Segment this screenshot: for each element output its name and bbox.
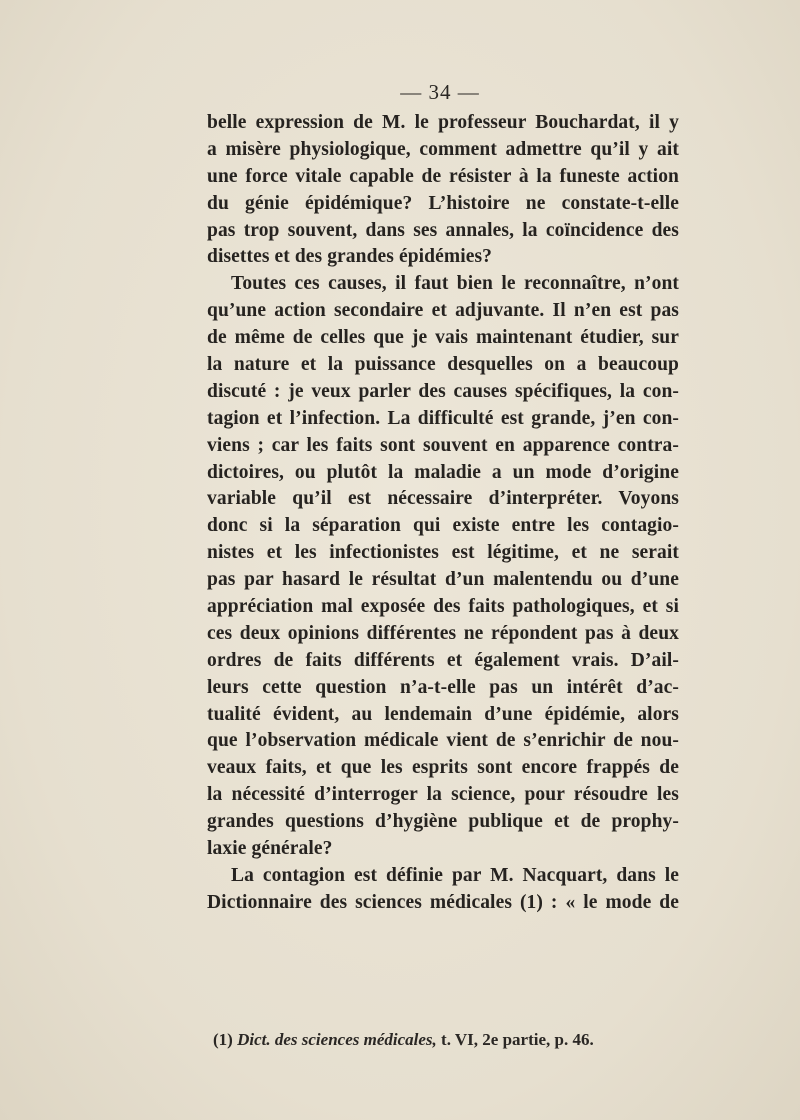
text-line: laxie générale?: [207, 838, 333, 860]
text-line: Toutes ces causes, il faut bien le reconnaître, n’ont: [231, 273, 679, 295]
footnote-reference: t. VI, 2e partie, p. 46.: [441, 1030, 594, 1049]
text-line: belle expression de M. le professeur Bouchardat, il y: [207, 112, 679, 133]
text-line: leurs cette question n’a-t-elle pas un intérêt d’ac-: [207, 676, 679, 698]
text-line: ordres de faits différents et également vrais. D’ail-: [207, 649, 679, 671]
text-line: du génie épidémique? L’histoire ne constate-t-elle: [207, 192, 679, 214]
text-line: grandes questions d’hygiène publique et de prophy-: [207, 811, 679, 833]
text-line: nistes et les infectionistes est légitime, et ne serait: [207, 542, 679, 564]
text-line: de même de celles que je vais maintenant étudier, sur: [207, 327, 679, 349]
text-line: discuté : je veux parler des causes spécifiques, la con-: [207, 380, 679, 402]
text-line: la nécessité d’interroger la science, pour résoudre les: [207, 784, 679, 806]
text-line: Dictionnaire des sciences médicales (1) : « le mode de: [207, 891, 679, 913]
body-text: [207, 110, 679, 917]
footnote-marker: (1): [213, 1030, 233, 1049]
text-line: disettes et des grandes épidémies?: [207, 246, 493, 268]
text-line: ces deux opinions différentes ne répondent pas à deux: [207, 622, 679, 644]
text-line: a misère physiologique, comment admettre qu’il y ait: [207, 138, 679, 160]
text-line: pas par hasard le résultat d’un malentendu ou d’une: [207, 569, 679, 591]
text-line: La contagion est définie par M. Nacquart, dans le: [231, 864, 679, 886]
text-line: pas trop souvent, dans ses annales, la coïncidence des: [207, 219, 679, 241]
text-line: une force vitale capable de résister à la funeste action: [207, 165, 679, 187]
footnote-title: Dict. des sciences médicales,: [237, 1030, 437, 1049]
text-line: veaux faits, et que les esprits sont encore frappés de: [207, 757, 679, 779]
text-line: dictoires, ou plutôt la maladie a un mode d’origine: [207, 461, 679, 483]
text-line: viens ; car les faits sont souvent en apparence contra-: [207, 434, 679, 456]
text-line: la nature et la puissance desquelles on a beaucoup: [207, 354, 679, 376]
text-line: qu’une action secondaire et adjuvante. Il n’en est pas: [207, 300, 679, 322]
text-line: donc si la séparation qui existe entre les contagio-: [207, 515, 679, 537]
text-line: variable qu’il est nécessaire d’interpréter. Voyons: [207, 488, 679, 510]
text-line: que l’observation médicale vient de s’enrichir de nou-: [207, 730, 679, 752]
text-line: appréciation mal exposée des faits pathologiques, et si: [207, 596, 679, 618]
page-number: — 34 —: [400, 80, 480, 104]
text-line: tagion et l’infection. La difficulté est grande, j’en con-: [207, 407, 679, 429]
text-line: tualité évident, au lendemain d’une épidémie, alors: [207, 703, 679, 725]
footnote: [213, 1029, 673, 1051]
